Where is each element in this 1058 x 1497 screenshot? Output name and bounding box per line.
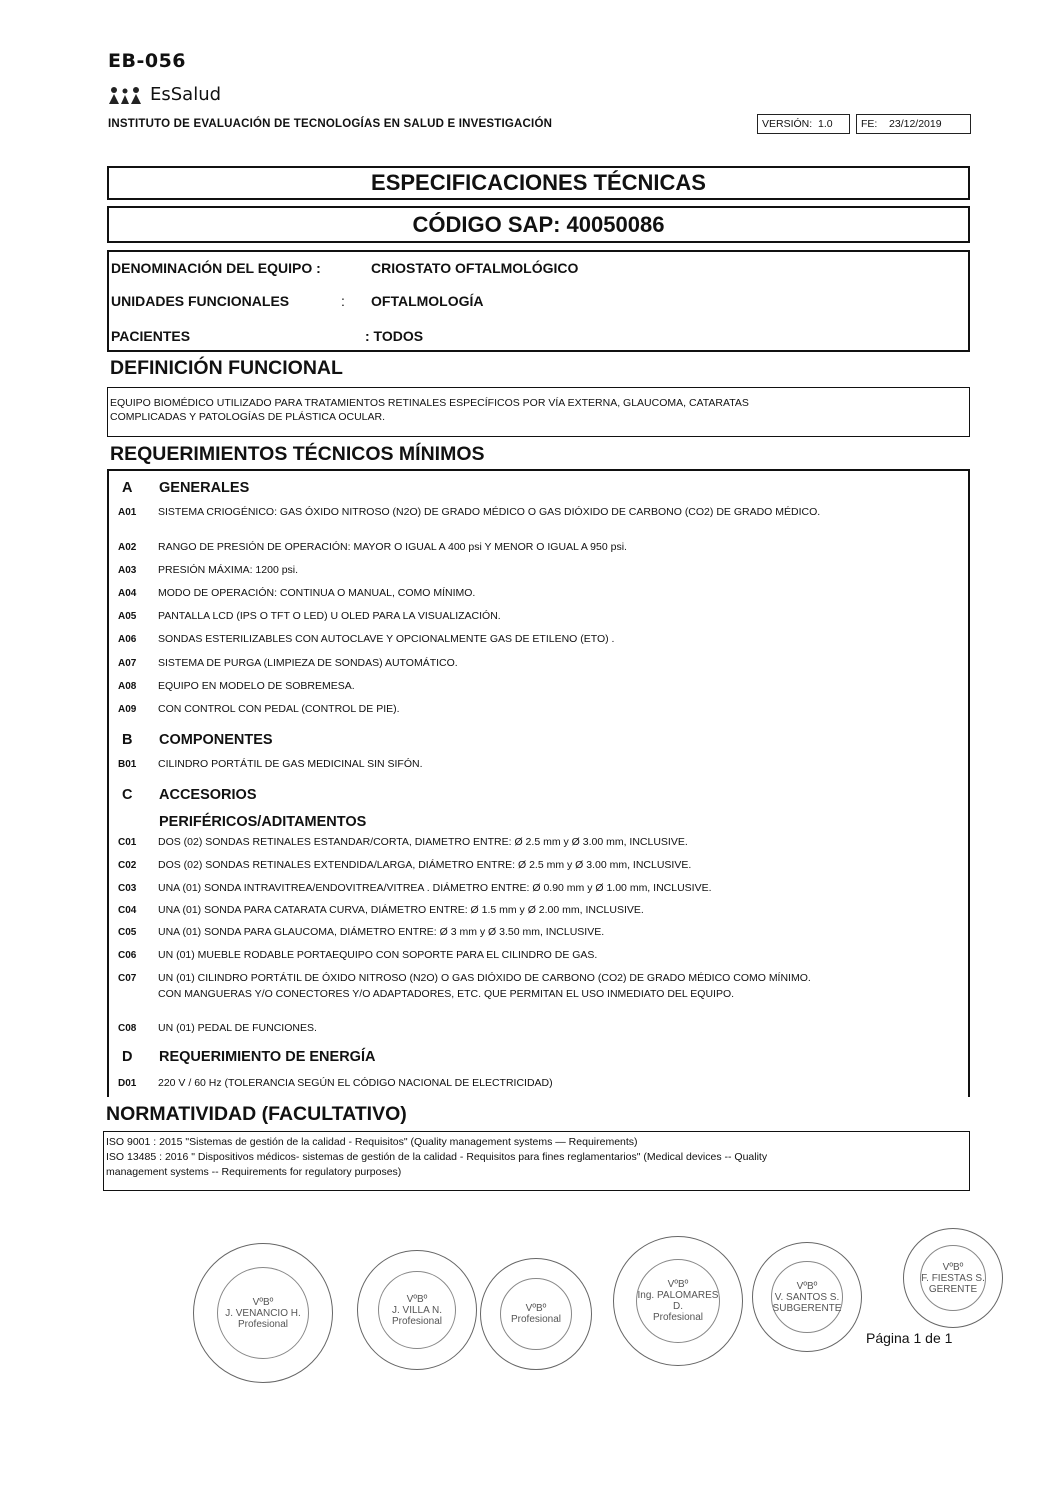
item-text: PRESIÓN MÁXIMA: 1200 psi. — [158, 564, 299, 576]
item-text: UNA (01) SONDA PARA CATARATA CURVA, DIÁMETRO ENTRE: Ø 1.5 mm y Ø 2.00 mm, INCLUSIVE. — [158, 904, 644, 916]
stamp-vb: VºBº — [406, 1293, 428, 1305]
norm-line: management systems -- Requirements for regulatory purposes) — [106, 1166, 402, 1178]
item-code: A04 — [118, 588, 137, 599]
category-name: REQUERIMIENTO DE ENERGÍA — [159, 1049, 376, 1065]
stamp-role: Profesional — [652, 1312, 704, 1323]
item-text: UN (01) CILINDRO PORTÁTIL DE ÓXIDO NITROSO (N2O) O GAS DIÓXIDO DE CARBONO (CO2) DE GRADO MÉDICO COMO MÍNIMO. — [158, 972, 811, 984]
list-item — [118, 632, 968, 648]
stamp-role: SUBGERENTE — [772, 1302, 842, 1314]
list-item — [118, 609, 968, 625]
category-letter: D — [122, 1049, 133, 1065]
section-title-requerimientos: REQUERIMIENTOS TÉCNICOS MÍNIMOS — [110, 443, 485, 465]
item-text: UN (01) MUEBLE RODABLE PORTAEQUIPO CON SOPORTE PARA EL CILINDRO DE GAS. — [158, 949, 598, 961]
definicion-line: EQUIPO BIOMÉDICO UTILIZADO PARA TRATAMIENTOS RETINALES ESPECÍFICOS POR VÍA EXTERNA, GLAUCOMA, CATARATAS — [110, 397, 749, 409]
list-item — [118, 1021, 968, 1037]
main-title: ESPECIFICACIONES TÉCNICAS — [107, 166, 970, 200]
list-item — [118, 881, 968, 897]
document-code: EB-056 — [108, 50, 187, 72]
date-box — [856, 114, 971, 134]
stamp-vb: VºBº — [525, 1303, 547, 1314]
category-letter: B — [122, 732, 133, 748]
stamp-name: J. VENANCIO H. — [225, 1307, 301, 1319]
category-componentes — [122, 732, 422, 750]
version-box — [757, 114, 850, 134]
list-item — [118, 835, 968, 851]
essalud-family-icon — [108, 86, 146, 104]
item-text: SISTEMA CRIOGÉNICO: GAS ÓXIDO NITROSO (N2O) DE GRADO MÉDICO O GAS DIÓXIDO DE CARBONO (CO2) DE GRADO MÉDICO. — [158, 506, 821, 518]
item-code: C02 — [118, 860, 137, 871]
item-code: C08 — [118, 1023, 137, 1034]
item-code: C04 — [118, 905, 137, 916]
item-code: C03 — [118, 883, 137, 894]
essalud-logo — [108, 84, 221, 105]
info-key: PACIENTES — [111, 328, 191, 344]
list-item — [118, 702, 968, 718]
item-text: UNA (01) SONDA PARA GLAUCOMA, DIÁMETRO ENTRE: Ø 3 mm y Ø 3.50 mm, INCLUSIVE. — [158, 926, 605, 938]
item-text-continued: CON MANGUERAS Y/O CONECTORES Y/O ADAPTADORES, ETC. QUE PERMITAN EL USO INMEDIATO DEL EQUIPO. — [158, 988, 735, 1000]
info-value: : TODOS — [365, 328, 424, 344]
item-code: C05 — [118, 927, 137, 938]
stamp-role: Profesional — [510, 1314, 562, 1325]
list-item — [118, 679, 968, 695]
stamp-role: GERENTE — [928, 1283, 978, 1295]
list-item — [118, 586, 968, 602]
item-code: B01 — [118, 759, 137, 770]
stamp-name: J. VILLA N. — [391, 1304, 443, 1316]
item-code: A03 — [118, 565, 137, 576]
item-code: C06 — [118, 950, 137, 961]
version-value: 1.0 — [818, 118, 833, 130]
approval-stamp — [193, 1243, 333, 1383]
list-item — [118, 656, 968, 672]
item-code: A01 — [118, 507, 137, 518]
category-accesorios — [122, 787, 422, 805]
page-number: Página 1 de 1 — [866, 1330, 953, 1346]
item-text: MODO DE OPERACIÓN: CONTINUA O MANUAL, COMO MÍNIMO. — [158, 587, 476, 599]
item-code: A07 — [118, 658, 137, 669]
item-code: C01 — [118, 837, 137, 848]
approval-stamp — [357, 1250, 477, 1370]
date-label: FE: — [861, 118, 878, 130]
list-item — [118, 925, 968, 941]
stamp-role: Profesional — [391, 1315, 443, 1327]
category-name: GENERALES — [159, 480, 250, 496]
item-code: A08 — [118, 681, 137, 692]
info-value: OFTALMOLOGÍA — [371, 293, 484, 309]
item-code: A02 — [118, 542, 137, 553]
stamp-name: F. FIESTAS S. — [921, 1272, 985, 1284]
list-item — [118, 505, 968, 521]
item-text: DOS (02) SONDAS RETINALES EXTENDIDA/LARGA, DIÁMETRO ENTRE: Ø 2.5 mm y Ø 3.00 mm, INCLUSIVE. — [158, 859, 692, 871]
norm-line: ISO 9001 : 2015 "Sistemas de gestión de la calidad - Requisitos" (Quality management systems — Requirements) — [106, 1136, 638, 1148]
list-item — [118, 903, 968, 919]
stamp-role: Profesional — [237, 1318, 289, 1330]
stamp-vb: VºBº — [667, 1279, 689, 1290]
stamp-name: V. SANTOS S. — [774, 1291, 840, 1303]
approval-stamp — [903, 1228, 1003, 1328]
item-text: DOS (02) SONDAS RETINALES ESTANDAR/CORTA, DIAMETRO ENTRE: Ø 2.5 mm y Ø 3.00 mm, INCLUSIVE. — [158, 836, 688, 848]
category-letter: A — [122, 480, 133, 496]
item-code: C07 — [118, 973, 137, 984]
item-text: UNA (01) SONDA INTRAVITREA/ENDOVITREA/VITREA . DIÁMETRO ENTRE: Ø 0.90 mm y Ø 1.00 mm, INCLUSIVE. — [158, 882, 712, 894]
item-text: EQUIPO EN MODELO DE SOBREMESA. — [158, 680, 355, 692]
info-separator: : — [341, 293, 345, 309]
item-code: A05 — [118, 611, 137, 622]
definicion-box — [107, 387, 970, 437]
list-item — [118, 563, 968, 579]
norm-line: ISO 13485 : 2016 " Dispositivos médicos- sistemas de gestión de la calidad - Requisitos para fines reglamentarios" (Medical devices -- Quality — [106, 1151, 768, 1163]
item-text: PANTALLA LCD (IPS O TFT O LED) U OLED PARA LA VISUALIZACIÓN. — [158, 610, 501, 622]
info-key: UNIDADES FUNCIONALES — [111, 293, 290, 309]
category-energia — [122, 1049, 482, 1067]
section-title-normatividad: NORMATIVIDAD (FACULTATIVO) — [106, 1103, 407, 1125]
list-item — [118, 540, 968, 556]
item-text: SONDAS ESTERILIZABLES CON AUTOCLAVE Y OPCIONALMENTE GAS DE ETILENO (ETO) . — [158, 633, 615, 645]
item-text: CON CONTROL CON PEDAL (CONTROL DE PIE). — [158, 703, 400, 715]
list-item — [118, 858, 968, 874]
item-text: SISTEMA DE PURGA (LIMPIEZA DE SONDAS) AUTOMÁTICO. — [158, 657, 458, 669]
list-item — [118, 948, 968, 964]
section-title-definicion: DEFINICIÓN FUNCIONAL — [110, 357, 343, 379]
category-name: COMPONENTES — [159, 732, 273, 748]
list-item — [118, 757, 968, 773]
category-generales — [122, 480, 422, 498]
stamp-vb: VºBº — [252, 1296, 274, 1308]
approval-stamp — [613, 1236, 743, 1366]
definicion-line: COMPLICADAS Y PATOLOGÍAS DE PLÁSTICA OCULAR. — [110, 411, 386, 423]
category-name: ACCESORIOS — [159, 787, 257, 803]
equipment-info-box — [107, 250, 970, 352]
info-value: CRIOSTATO OFTALMOLÓGICO — [371, 260, 579, 276]
approval-stamp — [752, 1242, 862, 1352]
version-label: VERSIÓN: — [762, 118, 813, 130]
normatividad-box — [103, 1131, 970, 1191]
stamp-name: Ing. PALOMARES D. — [637, 1290, 719, 1312]
item-text: RANGO DE PRESIÓN DE OPERACIÓN: MAYOR O IGUAL A 400 psi Y MENOR O IGUAL A 950 psi. — [158, 541, 627, 553]
approval-stamp — [480, 1258, 592, 1370]
institute-name: INSTITUTO DE EVALUACIÓN DE TECNOLOGÍAS EN SALUD E INVESTIGACIÓN — [108, 118, 553, 130]
logo-text: EsSalud — [150, 84, 222, 105]
category-letter: C — [122, 787, 133, 803]
item-code: D01 — [118, 1078, 137, 1089]
item-text: CILINDRO PORTÁTIL DE GAS MEDICINAL SIN SIFÓN. — [158, 758, 423, 770]
stamp-vb: VºBº — [942, 1261, 964, 1273]
sap-code-title: CÓDIGO SAP: 40050086 — [107, 206, 970, 243]
list-item — [118, 971, 968, 1003]
subcategory-perifericos: PERIFÉRICOS/ADITAMENTOS — [159, 814, 367, 830]
list-item — [118, 1076, 968, 1092]
date-value: 23/12/2019 — [889, 118, 942, 130]
stamp-vb: VºBº — [796, 1280, 818, 1292]
item-text: 220 V / 60 Hz (TOLERANCIA SEGÚN EL CÓDIGO NACIONAL DE ELECTRICIDAD) — [158, 1077, 553, 1089]
item-text: UN (01) PEDAL DE FUNCIONES. — [158, 1022, 317, 1034]
item-code: A09 — [118, 704, 137, 715]
item-code: A06 — [118, 634, 137, 645]
info-key: DENOMINACIÓN DEL EQUIPO : — [111, 260, 321, 276]
